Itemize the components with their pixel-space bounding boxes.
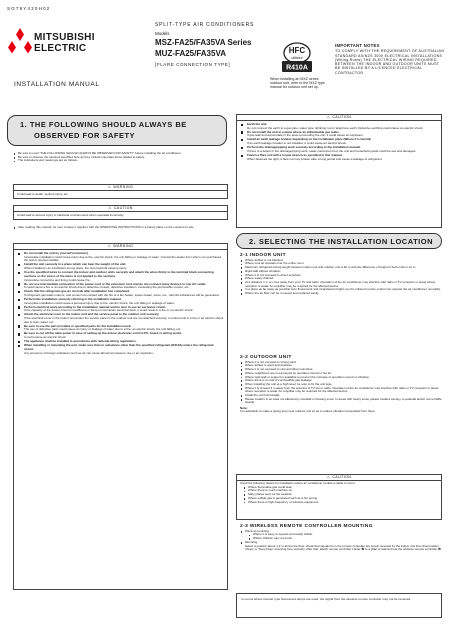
- warning-item: [17, 344, 224, 355]
- caution-legend-box: [13, 205, 228, 220]
- caution-item-heading: Do not install the unit in a place where an inflammable gas leaks.: [247, 129, 340, 134]
- outdoor-location-item: Where neighbours are not annoyed by operation sound or hot air.: [240, 372, 442, 376]
- note-text: It is advisable to make a piping loop near outdoor unit so as to reduce vibration transmitted from there.: [240, 409, 376, 414]
- warning-item-heading: Install the unit securely in a place which can bear the weight of the unit.: [24, 262, 127, 267]
- section-1-heading: [7, 115, 227, 146]
- warning-item-detail: Incomplete connecting and fixing could cause fire.: [24, 277, 91, 282]
- indoor-location-item: Where the air filter can be removed and replaced easily.: [240, 292, 442, 296]
- indoor-location-item: In a place as far away as possible from fluorescent and incandescent lights (so the infrared remote control can operate the air conditioner normally).: [240, 288, 442, 292]
- indoor-location-item: Where airflow is not blocked.: [240, 259, 442, 263]
- location-caution-intro: Avoid the following places for installation where air conditioner trouble is liable to occur.: [240, 481, 356, 485]
- outdoor-location-item: Where it is at least 3 m away from the antenna of TV set or radio. Operation of the air conditioner may interfere with radio or TV reception in areas where reception is weak. An amplifier may be required for the affected device.: [240, 387, 442, 394]
- caution-list: [237, 121, 441, 163]
- avoid-place-item: Salty places such as the seaside.: [243, 493, 438, 497]
- avoid-place-item: Where flammable gas could leak.: [243, 486, 438, 490]
- warning-box-label: WARNING: [113, 244, 134, 248]
- remote-mounting-item: [240, 541, 442, 552]
- warning-item-heading: When installing or relocating the unit, make sure that no substance other than the specified refrigerant (R410A) enters the refrigerant circuit.: [24, 343, 214, 351]
- section-1-title-line-1: 1. THE FOLLOWING SHOULD ALWAYS BE: [20, 120, 187, 129]
- outdoor-location-item: Where rigid wall or support is available to prevent the increase of operation sound or vibration.: [240, 376, 442, 380]
- warning-legend-label: WARNING: [113, 185, 134, 189]
- warning-item-heading: Do not install the unit by yourself (customer).: [24, 251, 89, 255]
- caution-item-heading: Perform the drainage/piping work securely according to the installation manual.: [247, 145, 361, 150]
- warning-triangle-icon: ⚠: [107, 244, 112, 248]
- hfc-utilized-text: utilized: [291, 56, 303, 60]
- outdoor-location-item: Please install it in an area not affected by snowfall or blowing snow. In areas with heavy snow, please install a canopy, a pedestal and/or some baffle boards.: [240, 398, 442, 405]
- caution-item-heading: Install an earth leakage breaker depending on the installation place (Where it is humid).: [247, 137, 372, 142]
- brand-name: [34, 33, 95, 54]
- warning-item-heading: Use the specified wires to connect the indoor and outdoor units securely and attach the wires firmly to the terminal block connecting sections so the stress of the wires is not applied to the sections.: [24, 270, 214, 278]
- mxz-note: When installing an MXZ series outdoor unit, refer to the MXZ type manual for outdoor unit set up.: [270, 77, 325, 90]
- warning-item-detail: It could cause an electric shock.: [24, 335, 67, 340]
- intro-bullet: Be sure to observe the cautions specified here as they include important items related to safety.: [13, 156, 228, 160]
- section-1-title-line-2: OBSERVED FOR SAFETY: [34, 131, 136, 140]
- warning-item-heading: Be sure to use the part provided or specified parts for the installation work.: [24, 323, 132, 328]
- indoor-location-item: Maximum refrigerant piping length between indoor unit and outdoor unit is 20 m and the difference of height of both units is 12 m.: [240, 266, 442, 270]
- three-diamonds-icon: [6, 28, 34, 54]
- warning-item-heading: Be sure to cut off the main power in case of setting up the indoor electronic control P.C. board or wiring works.: [24, 331, 183, 336]
- remote-place-sub: Where children can not touch.: [248, 537, 442, 541]
- warning-legend-text: Could lead to death, serious injury, etc.: [17, 191, 69, 196]
- warning-item-heading: Attach the electrical cover to the indoor unit and the service panel to the outdoor unit securely.: [24, 312, 160, 317]
- location-caution-body: [237, 481, 441, 506]
- warning-item-detail: It could cause a fire or an electric shock due to defective contact, defective insulation, exceeding the permissible current, etc.: [24, 285, 190, 290]
- after-reading-text: After reading this manual, be sure to keep it together with the OPERATING INSTRUCTIONS in a handy place on the customer's site.: [13, 226, 228, 230]
- caution-legend-text: Could lead to serious injury in particular environments when operated incorrectly.: [17, 212, 125, 217]
- important-notes-text: TO COMPLY WITH THE REQUIREMENT OF AUSTRALIAN STANDARD AS/NZS 3000 ELECTRICAL INSTALLATIONS (Wiring Rules) THE ELECTRICAL WIRING REQUIRED BETWEEN THE INDOOR AND OUTDOOR UNITS MUST BE INSTALLED BY A LICENCED ELECTRICAL CONTRACTOR.: [335, 49, 445, 75]
- outdoor-location-item: Install the unit horizontally.: [240, 394, 442, 398]
- intro-bullet: Be sure to read "THE FOLLOWING SHOULD ALWAYS BE OBSERVED FOR SAFETY" before installing the air conditioner.: [13, 152, 228, 156]
- intro-bullet: The indications and meanings are as follows.: [13, 159, 228, 163]
- warning-item-detail: If the electrical cover in the indoor unit and/or the service panel in the outdoor unit are not attached securely, it could result in a fire or an electric shock due to dust, water, etc.: [24, 316, 224, 324]
- avoid-place-item: Where there is much machine oil.: [243, 489, 438, 493]
- location-caution-box: [236, 474, 442, 520]
- warning-item-heading: Perform the installation securely referring to the installation manual.: [24, 296, 122, 301]
- warning-item-detail: Incomplete installation could cause injury due to fire, electric shock, the unit falling or leakage of water. Consult the dealer from whom you purchased the unit or special installer.: [24, 254, 222, 263]
- location-caution-label: CAUTION: [332, 475, 352, 479]
- remote-mounting-title: 2-3 WIRELESS REMOTE CONTROLLER MOUNTING: [240, 524, 373, 529]
- product-subtitle: SPLIT-TYPE AIR CONDITIONERS: [155, 22, 255, 28]
- manual-title: INSTALLATION MANUAL: [14, 81, 100, 88]
- indoor-location-item: Rigid wall without vibration.: [240, 270, 442, 274]
- indoor-location-item: Where it is not exposed to direct sunshine.: [240, 274, 442, 278]
- section-2-heading: 2. SELECTING THE INSTALLATION LOCATION: [236, 233, 442, 249]
- model-line-1: MSZ-FA25/FA35VA Series: [155, 38, 252, 47]
- hfc-r410a-badge: [277, 42, 317, 74]
- remote-place-item: [240, 530, 442, 541]
- warning-item-detail: If refrigerant gas leaks indoors, and comes into contact with the fire of a fan heater, space heater, stove, etc., harmful substances will be generated.: [24, 292, 220, 297]
- outdoor-location-item: Where airflow is good and dustless.: [240, 364, 442, 368]
- after-reading-note: [13, 226, 228, 230]
- indoor-location-item: Where cool air spreads over the entire room.: [240, 262, 442, 266]
- outdoor-unit-section: [240, 356, 442, 414]
- model-line-2: MUZ-FA25/FA35VA: [155, 48, 226, 58]
- warning-triangle-icon: ⚠: [107, 185, 112, 189]
- r410a-text: R410A: [286, 64, 308, 72]
- remote-place-label: Place of mounting: [245, 528, 270, 533]
- avoid-place-item: Where there is high-frequency or wireless equipment.: [243, 501, 438, 505]
- important-notes-title: IMPORTANT NOTES: [335, 43, 380, 48]
- warning-legend-box: [13, 184, 228, 199]
- caution-item-heading: Fasten a flare nut with a torque wrench as specified in this manual.: [247, 152, 343, 157]
- indoor-location-item: Where easily drained.: [240, 277, 442, 281]
- warning-item-detail: Incomplete installation could cause a personal injury due to fire, electric shock, the unit falling or leakage of water.: [24, 300, 175, 305]
- outdoor-location-item: Where it is not exposed to strong wind.: [240, 361, 442, 365]
- indoor-unit-title: 2-1 INDOOR UNIT: [240, 253, 286, 258]
- caution-triangle-icon: ⚠: [326, 115, 331, 119]
- caution-item-detail: If gas leak and accumulate in the area surrounding the unit, it could cause an explosion.: [247, 133, 364, 138]
- warning-item-heading: Check that the refrigerant gas do not leak after installation has completed.: [24, 289, 130, 294]
- caution-triangle-icon: ⚠: [108, 206, 112, 210]
- warning-box: [13, 243, 228, 590]
- brand-line-2: ELECTRIC: [34, 42, 87, 54]
- hfc-text: HFC: [288, 46, 306, 55]
- caution-box-label: CAUTION: [332, 115, 352, 119]
- warning-item-detail: If the capacity of the power circuit is insufficient or there is incomplete electrical work, it could result in a fire or an electric shock.: [24, 308, 194, 313]
- note-title: Note:: [240, 405, 248, 410]
- hfc-badge-icon: [277, 42, 317, 74]
- flare-connection-type: [FLARE CONNECTION TYPE]: [155, 62, 231, 67]
- caution-item-detail: If there is a defect in the drainage/piping work, water could drop from the unit and household goods could be wet and damaged.: [247, 148, 417, 153]
- warning-item-detail: Any presence of foreign substance such as air can cause abnormal pressure rise or an explosion.: [24, 350, 154, 355]
- caution-item-detail: If an earth leakage breaker is not installed, it could cause an electric shock.: [247, 141, 347, 146]
- warning-list: [14, 250, 227, 357]
- remote-mounting-label: Mounting: [245, 539, 258, 544]
- warning-item-heading: Do not use intermediate connection of the power cord or the extension cord and do not connect many devices to one AC outlet.: [24, 281, 207, 286]
- caution-triangle-icon: ⚠: [326, 475, 331, 479]
- outdoor-location-item: Where it is not exposed to rain and direct sunshine.: [240, 368, 442, 372]
- avoid-place-item: Where sulfide gas is generated such as a hot spring.: [243, 497, 438, 501]
- warning-item-detail: The use of defective parts could cause an injury or leakage of water due to a fire, an electric shock, the unit falling, etc.: [24, 327, 182, 332]
- outdoor-location-item: Where there is no risk of combustible gas leakage.: [240, 379, 442, 383]
- section-1-intro: [13, 152, 228, 163]
- warning-item-heading: The appliance shall be installed in accordance with national wiring regulations.: [24, 339, 137, 344]
- indoor-unit-section: [240, 254, 442, 296]
- models-label: Models: [155, 31, 170, 36]
- important-notes: [335, 44, 445, 75]
- warning-item-heading: Perform electrical work according to the installation manual and be sure to use an exclusive circuit.: [24, 304, 167, 309]
- indoor-location-item: At a distance 1 m or more away from your TV and radio. Operation of the air conditioner may interfere with radio or TV reception in areas where reception is weak. An amplifier may be required for the affected device.: [240, 281, 442, 288]
- remote-place-sub: Where it is easy to operate and easily visible.: [248, 533, 442, 537]
- caution-box-right: [236, 114, 442, 228]
- inverter-lamp-note: In rooms where inverter type fluorescent lamps are used, the signal from the wireless remote controller may not be received.: [236, 593, 442, 618]
- caution-item-detail: Do not connect the earth to a gas pipe, water pipe, lightning rod or telephone earth. Defective earthing could cause an electric shock.: [247, 125, 424, 130]
- caution-legend-label: CAUTION: [113, 206, 133, 210]
- document-number: SG79Y420H02: [7, 6, 51, 11]
- remote-mounting-section: [240, 525, 442, 552]
- warning-item-detail: When installed in an insufficient strong place, the unit could fall causing injury.: [24, 266, 128, 271]
- caution-item: [240, 154, 438, 161]
- outdoor-unit-title: 2-2 OUTDOOR UNIT: [240, 355, 292, 360]
- brand-line-1: MITSUBISHI: [34, 32, 95, 43]
- caution-item-detail: When fastened too tight, a flare nut may broken after a long period and cause a leakage of refrigerant.: [247, 156, 383, 161]
- caution-item-heading: Earth the unit.: [247, 122, 268, 126]
- remote-mounting-text: Select a position about 1.2 m above the floor, check that signals from the remote controller are surely received by the indoor unit from that position ('beep' or 'beep beep' receiving tone sounds). After that, attach remote controller holder ❶ to a pillar or wall and set the wireless remote controller ❷.: [245, 543, 442, 552]
- outdoor-location-item: When installing the unit at a high level, be sure to fix the unit legs.: [240, 383, 442, 387]
